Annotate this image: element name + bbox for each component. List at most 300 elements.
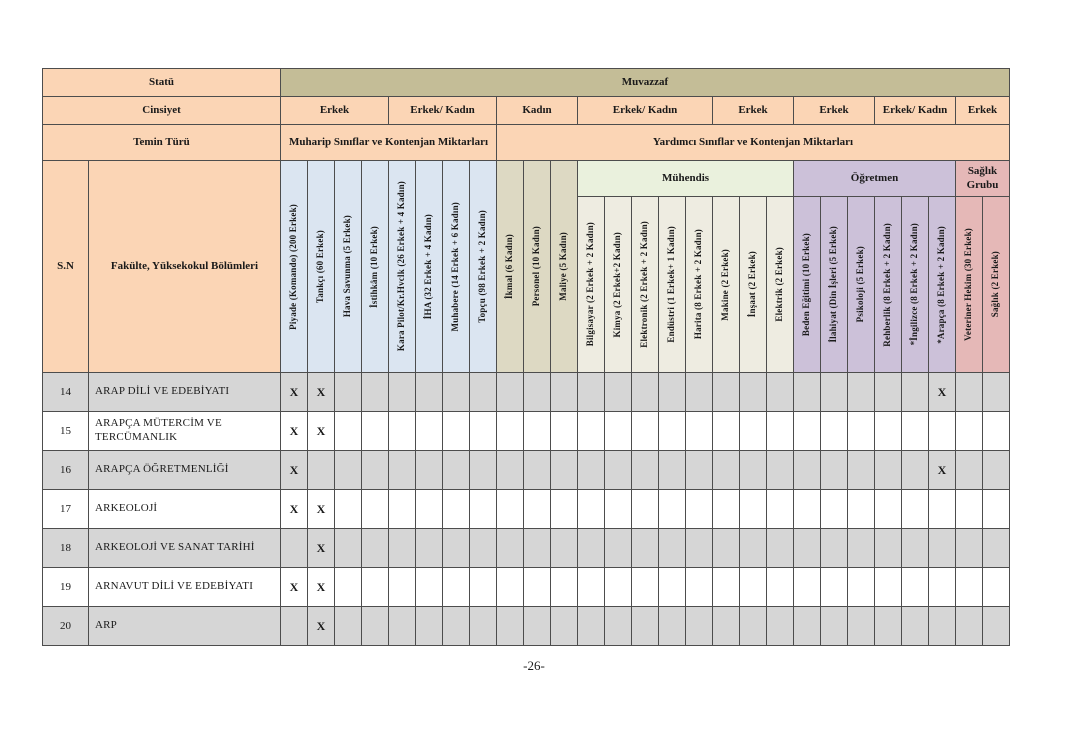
page-number: -26-	[523, 658, 545, 673]
quota-cell	[524, 451, 551, 490]
quota-cell	[659, 451, 686, 490]
quota-cell	[497, 412, 524, 451]
quota-cell	[713, 490, 740, 529]
quota-cell	[443, 451, 470, 490]
x-mark: X	[316, 423, 326, 438]
column-header	[956, 197, 983, 373]
quota-cell	[497, 451, 524, 490]
column-header	[335, 161, 362, 373]
quota-cell	[443, 373, 470, 412]
quota-cell	[902, 412, 929, 451]
quota-cell	[578, 490, 605, 529]
quota-cell	[632, 373, 659, 412]
quota-cell	[713, 529, 740, 568]
table-row	[43, 607, 1010, 646]
column-header-label: Makine (2 Erkek)	[720, 248, 731, 321]
faculty-name-cell: ARAP DİLİ VE EDEBİYATI	[89, 373, 281, 412]
quota-cell	[551, 412, 578, 451]
group-band--retmen: Öğretmen	[794, 161, 956, 197]
quota-cell	[659, 607, 686, 646]
quota-cell	[416, 490, 443, 529]
quota-cell	[848, 490, 875, 529]
column-header	[794, 197, 821, 373]
quota-cell	[740, 451, 767, 490]
row-number-cell: 15	[43, 412, 89, 451]
quota-cell	[281, 412, 308, 451]
row-number-cell: 19	[43, 568, 89, 607]
column-header	[983, 197, 1010, 373]
quota-cell	[470, 412, 497, 451]
column-header-label: Hava Savunma (5 Erkek)	[342, 215, 353, 318]
column-header	[767, 197, 794, 373]
quota-cell	[767, 373, 794, 412]
quota-cell	[740, 373, 767, 412]
quota-cell	[335, 607, 362, 646]
quota-cell	[497, 607, 524, 646]
quota-cell	[686, 529, 713, 568]
faculty-name-cell: ARKEOLOJİ	[89, 490, 281, 529]
quota-cell	[524, 373, 551, 412]
quota-cell	[821, 373, 848, 412]
quota-cell	[902, 373, 929, 412]
column-header	[659, 197, 686, 373]
quota-cell	[416, 529, 443, 568]
quota-cell	[632, 568, 659, 607]
column-header	[902, 197, 929, 373]
column-header	[362, 161, 389, 373]
column-header-label: Bilgisayar (2 Erkek + 2 Kadın)	[585, 222, 596, 347]
quota-cell	[605, 373, 632, 412]
table-row	[43, 490, 1010, 529]
quota-cell	[686, 490, 713, 529]
quota-cell	[524, 490, 551, 529]
sn-header-cell: S.N	[43, 161, 89, 373]
quota-cell	[821, 412, 848, 451]
quota-cell	[821, 451, 848, 490]
quota-cell	[362, 607, 389, 646]
quota-cell	[578, 568, 605, 607]
quota-cell	[794, 373, 821, 412]
column-header	[632, 197, 659, 373]
faculty-name-cell: ARNAVUT DİLİ VE EDEBİYATI	[89, 568, 281, 607]
quota-cell	[605, 529, 632, 568]
table-row	[43, 412, 1010, 451]
quota-cell	[389, 607, 416, 646]
quota-cell	[794, 568, 821, 607]
quota-cell	[632, 451, 659, 490]
quota-cell	[470, 451, 497, 490]
x-mark: X	[289, 462, 299, 477]
header-row-gender	[43, 97, 1010, 125]
quota-cell	[848, 373, 875, 412]
column-header-label: İkmal (6 Kadın)	[504, 233, 515, 299]
row-number-cell: 20	[43, 607, 89, 646]
quota-cell	[821, 607, 848, 646]
column-header	[443, 161, 470, 373]
quota-cell	[956, 568, 983, 607]
quota-cell	[551, 607, 578, 646]
column-header-label: Piyade (Komando) (200 Erkek)	[288, 203, 299, 330]
column-header-label: Sağlık (2 Erkek)	[990, 251, 1001, 318]
column-header-label: Psikoloji (5 Erkek)	[855, 246, 866, 323]
column-header-label: Endüstri (1 Erkek+ 1 Kadın)	[666, 226, 677, 343]
quota-cell	[686, 568, 713, 607]
quota-cell	[335, 412, 362, 451]
column-header-label: İstihkâm (10 Erkek)	[369, 225, 380, 308]
quota-cell	[713, 373, 740, 412]
column-header-label: *İngilizce (8 Erkek + 2 Kadın)	[909, 223, 920, 346]
supply-type-span-cell: Muharip Sınıflar ve Kontenjan Miktarları	[281, 125, 497, 161]
quota-cell	[416, 451, 443, 490]
quota-cell	[875, 529, 902, 568]
quota-cell	[875, 568, 902, 607]
quota-cell	[848, 568, 875, 607]
quota-cell	[713, 568, 740, 607]
quota-cell	[740, 412, 767, 451]
column-header-label: Maliye (5 Kadın)	[558, 232, 569, 301]
column-header-label: Beden Eğitimi (10 Erkek)	[801, 232, 812, 337]
quota-cell	[983, 451, 1010, 490]
quota-cell	[497, 373, 524, 412]
column-header-label: İnşaat (2 Erkek)	[747, 251, 758, 318]
x-mark: X	[316, 540, 326, 555]
quota-cell	[875, 451, 902, 490]
supply-type-label-cell: Temin Türü	[43, 125, 281, 161]
column-header-label: Muhabere (14 Erkek + 6 Kadın)	[450, 201, 461, 332]
column-header-label: Elektronik (2 Erkek + 2 Kadın)	[639, 221, 650, 348]
quota-cell	[713, 607, 740, 646]
quota-cell	[443, 568, 470, 607]
x-mark: X	[289, 579, 299, 594]
column-header	[281, 161, 308, 373]
quota-cell	[605, 490, 632, 529]
gender-span-cell: Erkek/ Kadın	[875, 97, 956, 125]
quota-cell	[578, 607, 605, 646]
quota-cell	[713, 412, 740, 451]
quota-cell	[956, 412, 983, 451]
quota-cell	[659, 412, 686, 451]
column-header	[551, 161, 578, 373]
gender-span-cell: Erkek	[281, 97, 389, 125]
header-row-supply-type	[43, 125, 1010, 161]
quota-cell	[281, 568, 308, 607]
quota-cell	[362, 451, 389, 490]
quota-cell	[335, 529, 362, 568]
quota-cell	[443, 607, 470, 646]
quota-cell	[875, 490, 902, 529]
quota-cell	[362, 373, 389, 412]
x-mark: X	[937, 462, 947, 477]
quota-cell	[902, 607, 929, 646]
x-mark: X	[937, 384, 947, 399]
quota-cell	[308, 412, 335, 451]
column-header-label: Elektrik (2 Erkek)	[774, 247, 785, 322]
supply-type-span-cell: Yardımcı Sınıflar ve Kontenjan Miktarları	[497, 125, 1010, 161]
column-header-label: Kara Pilot/Kr.Hvclk (26 Erkek + 4 Kadın)	[396, 181, 407, 352]
quota-cell	[848, 607, 875, 646]
quota-cell	[416, 568, 443, 607]
quota-cell	[848, 412, 875, 451]
quota-cell	[632, 490, 659, 529]
quota-cell	[416, 412, 443, 451]
quota-cell	[335, 373, 362, 412]
quota-cell	[362, 529, 389, 568]
quota-cell	[794, 451, 821, 490]
quota-cell	[551, 451, 578, 490]
quota-cell	[929, 412, 956, 451]
quota-cell	[794, 412, 821, 451]
header-row-groups	[43, 161, 1010, 197]
quota-cell	[659, 529, 686, 568]
quota-cell	[524, 568, 551, 607]
x-mark: X	[316, 384, 326, 399]
quota-cell	[821, 568, 848, 607]
column-header	[848, 197, 875, 373]
quota-cell	[956, 373, 983, 412]
quota-cell	[281, 607, 308, 646]
quota-cell	[902, 568, 929, 607]
quota-cell	[983, 568, 1010, 607]
column-header-label: İlahiyat (Din İşleri (5 Erkek)	[828, 226, 839, 343]
quota-cell	[686, 373, 713, 412]
quota-cell	[767, 451, 794, 490]
quota-cell	[389, 568, 416, 607]
column-header	[308, 161, 335, 373]
quota-cell	[389, 529, 416, 568]
quota-cell	[605, 607, 632, 646]
faculty-name-cell: ARKEOLOJİ VE SANAT TARİHİ	[89, 529, 281, 568]
column-header-label: *Arapça (8 Erkek + 2 Kadın)	[936, 225, 947, 344]
quota-cell	[308, 607, 335, 646]
quota-cell	[875, 412, 902, 451]
quota-cell	[794, 607, 821, 646]
faculty-name-cell: ARAPÇA MÜTERCİM VE TERCÜMANLIK	[89, 412, 281, 451]
group-band-sa-l-k-grubu: Sağlık Grubu	[956, 161, 1010, 197]
column-header	[713, 197, 740, 373]
document-page	[42, 68, 1010, 646]
row-number-cell: 14	[43, 373, 89, 412]
column-header	[389, 161, 416, 373]
quota-cell	[335, 490, 362, 529]
quota-cell	[794, 490, 821, 529]
quota-cell	[956, 451, 983, 490]
quota-cell	[902, 529, 929, 568]
quota-cell	[335, 568, 362, 607]
quota-cell	[740, 607, 767, 646]
quota-cell	[848, 451, 875, 490]
quota-cell	[470, 490, 497, 529]
quota-cell	[308, 568, 335, 607]
quota-cell	[956, 529, 983, 568]
quota-cell	[686, 451, 713, 490]
quota-cell	[686, 607, 713, 646]
group-band-m-hendis: Mühendis	[578, 161, 794, 197]
quota-cell	[983, 607, 1010, 646]
quota-cell	[605, 412, 632, 451]
column-header-label: Topçu (98 Erkek + 2 Kadın)	[477, 210, 488, 323]
quota-cell	[389, 373, 416, 412]
quota-cell	[875, 607, 902, 646]
quota-cell	[470, 607, 497, 646]
quota-cell	[443, 412, 470, 451]
quota-cell	[578, 451, 605, 490]
quota-cell	[767, 568, 794, 607]
quota-cell	[524, 529, 551, 568]
gender-span-cell: Erkek	[956, 97, 1010, 125]
column-header	[929, 197, 956, 373]
column-header-label: İHA (32 Erkek + 4 Kadın)	[423, 213, 434, 320]
column-header	[740, 197, 767, 373]
faculty-header-cell: Fakülte, Yüksekokul Bölümleri	[89, 161, 281, 373]
quota-cell	[389, 451, 416, 490]
quota-cell	[551, 490, 578, 529]
column-header	[875, 197, 902, 373]
quota-cell	[362, 490, 389, 529]
quota-cell	[389, 490, 416, 529]
quota-cell	[902, 451, 929, 490]
quota-cell	[848, 529, 875, 568]
column-header	[686, 197, 713, 373]
quota-cell	[578, 373, 605, 412]
quota-cell	[605, 451, 632, 490]
quota-cell	[929, 568, 956, 607]
quota-cell	[497, 529, 524, 568]
column-header-label: Kimya (2 Erkek+2 Kadın)	[612, 231, 623, 338]
row-number-cell: 18	[43, 529, 89, 568]
quota-cell	[416, 373, 443, 412]
quota-cell	[632, 607, 659, 646]
x-mark: X	[316, 579, 326, 594]
quota-cell	[308, 373, 335, 412]
quota-cell	[659, 373, 686, 412]
quota-table	[42, 68, 1010, 646]
quota-cell	[524, 607, 551, 646]
table-row	[43, 529, 1010, 568]
faculty-name-cell: ARAPÇA ÖĞRETMENLİĞİ	[89, 451, 281, 490]
quota-cell	[443, 490, 470, 529]
quota-cell	[767, 412, 794, 451]
quota-cell	[281, 529, 308, 568]
faculty-name-cell: ARP	[89, 607, 281, 646]
gender-span-cell: Erkek	[713, 97, 794, 125]
muvazzaf-cell: Muvazzaf	[281, 69, 1010, 97]
column-header	[821, 197, 848, 373]
quota-cell	[281, 490, 308, 529]
quota-cell	[578, 529, 605, 568]
quota-cell	[929, 451, 956, 490]
quota-cell	[551, 529, 578, 568]
table-row	[43, 451, 1010, 490]
column-header-label: Personel (10 Kadın)	[531, 226, 542, 307]
quota-cell	[686, 412, 713, 451]
column-header	[416, 161, 443, 373]
quota-cell	[821, 529, 848, 568]
quota-cell	[524, 412, 551, 451]
quota-cell	[497, 568, 524, 607]
column-header	[470, 161, 497, 373]
quota-cell	[632, 412, 659, 451]
gender-label-cell: Cinsiyet	[43, 97, 281, 125]
table-row	[43, 373, 1010, 412]
quota-cell	[740, 529, 767, 568]
quota-cell	[659, 490, 686, 529]
quota-cell	[740, 490, 767, 529]
quota-cell	[659, 568, 686, 607]
column-header-label: Tankçı (60 Erkek)	[315, 229, 326, 304]
quota-cell	[281, 373, 308, 412]
quota-cell	[794, 529, 821, 568]
x-mark: X	[289, 423, 299, 438]
quota-cell	[956, 490, 983, 529]
column-header	[578, 197, 605, 373]
quota-cell	[497, 490, 524, 529]
quota-cell	[605, 568, 632, 607]
quota-cell	[335, 451, 362, 490]
quota-cell	[362, 568, 389, 607]
x-mark: X	[289, 501, 299, 516]
gender-span-cell: Erkek/ Kadın	[578, 97, 713, 125]
quota-cell	[308, 451, 335, 490]
quota-cell	[767, 529, 794, 568]
status-label-cell: Statü	[43, 69, 281, 97]
quota-cell	[956, 607, 983, 646]
column-header	[605, 197, 632, 373]
quota-cell	[470, 568, 497, 607]
column-header	[524, 161, 551, 373]
quota-cell	[308, 490, 335, 529]
quota-cell	[983, 412, 1010, 451]
gender-span-cell: Erkek	[794, 97, 875, 125]
quota-cell	[713, 451, 740, 490]
quota-cell	[929, 529, 956, 568]
column-header-label: Harita (8 Erkek + 2 Kadın)	[693, 229, 704, 340]
quota-cell	[551, 373, 578, 412]
quota-cell	[929, 490, 956, 529]
quota-cell	[416, 607, 443, 646]
gender-span-cell: Kadın	[497, 97, 578, 125]
quota-cell	[578, 412, 605, 451]
quota-cell	[875, 373, 902, 412]
quota-cell	[983, 490, 1010, 529]
column-header-label: Rehberlik (8 Erkek + 2 Kadın)	[882, 222, 893, 347]
quota-cell	[929, 607, 956, 646]
quota-cell	[983, 529, 1010, 568]
quota-cell	[281, 451, 308, 490]
column-header	[497, 161, 524, 373]
header-row-status	[43, 69, 1010, 97]
quota-cell	[821, 490, 848, 529]
quota-cell	[983, 373, 1010, 412]
quota-cell	[632, 529, 659, 568]
row-number-cell: 17	[43, 490, 89, 529]
quota-cell	[551, 568, 578, 607]
quota-cell	[902, 490, 929, 529]
gender-span-cell: Erkek/ Kadın	[389, 97, 497, 125]
quota-cell	[389, 412, 416, 451]
quota-cell	[308, 529, 335, 568]
row-number-cell: 16	[43, 451, 89, 490]
quota-cell	[443, 529, 470, 568]
quota-cell	[362, 412, 389, 451]
quota-cell	[470, 373, 497, 412]
x-mark: X	[316, 501, 326, 516]
x-mark: X	[316, 618, 326, 633]
quota-cell	[767, 490, 794, 529]
x-mark: X	[289, 384, 299, 399]
quota-cell	[929, 373, 956, 412]
quota-cell	[470, 529, 497, 568]
table-row	[43, 568, 1010, 607]
